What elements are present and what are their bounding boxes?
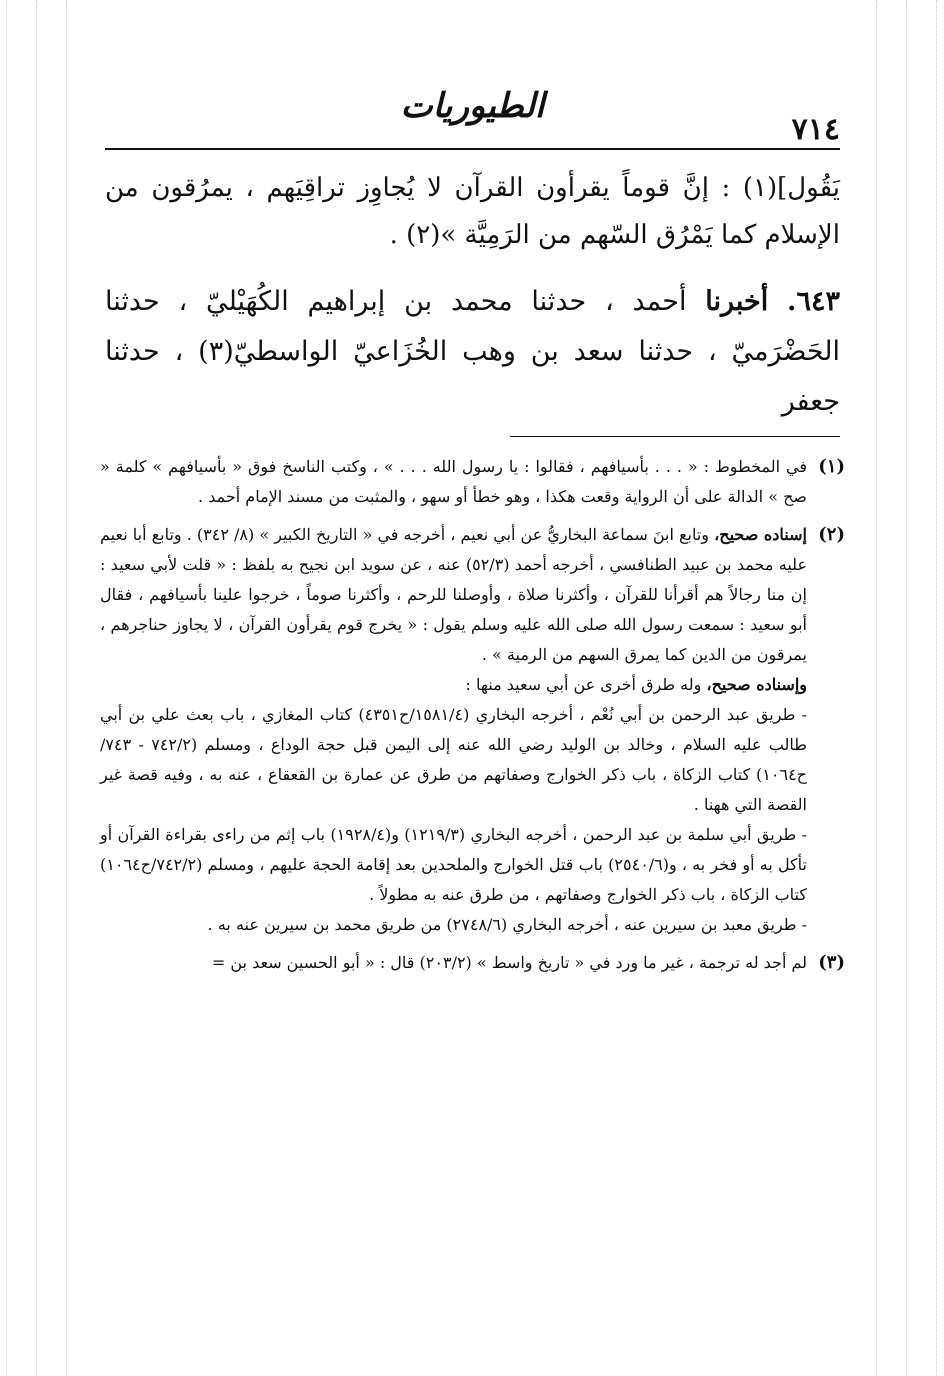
main-paragraph-continuation: يَقُول](١) : إنَّ قوماً يقرأون القرآن لا يُجاوِز تراقِيَهم ، يمرُقون من الإسلام كما يَمْرُق السّهم من الرَمِيَّة »(٢) . [105, 173, 840, 250]
header-rule [105, 148, 840, 150]
footnote-marker: (٣) [818, 952, 845, 973]
page-number: ٧١٤ [791, 112, 840, 147]
scan-dotted-line-right [876, 0, 877, 1376]
footnote-marker: (١) [818, 456, 845, 477]
grading-label: إسناده صحيح، [714, 525, 807, 544]
footnote-paragraph: - طريق معبد بن سيرين عنه ، أخرجه البخاري (٢٧٤٨/٦) من طريق محمد بن سيرين عنه به . [207, 915, 807, 934]
footnote-2 [100, 520, 845, 940]
footnote-paragraph [100, 520, 807, 670]
footnote-text: وله طرق أخرى عن أبي سعيد منها : [465, 675, 702, 694]
main-text [105, 165, 840, 427]
footnote-separator [510, 436, 840, 437]
footnote-3 [100, 948, 845, 978]
footnote-1 [100, 452, 845, 512]
footnote-text: لم أجد له ترجمة ، غير ما ورد في « تاريخ واسط » (٢٠٣/٢) قال : « أبو الحسين سعد بن = [211, 953, 807, 972]
footnote-paragraph: - طريق أبي سلمة بن عبد الرحمن ، أخرجه البخاري (١٢١٩/٣) و(١٩٢٨/٤) باب إثم من راءى بقراءة القرآن أو تأكل به أو فخر به ، و(٢٥٤٠/٦) باب قتل الخوارج والملحدين بعد إقامة الحجة عليهم ، ومسلم (٧٤٢/٢/ح١٠٦٤) كتاب الزكاة ، باب ذكر الخوارج وصفاتهم ، من طرق عنه به مطولاً . [100, 825, 808, 904]
hadith-number: ٦٤٣. [787, 286, 840, 317]
scan-dotted-line-right [906, 0, 907, 1376]
footnote-text: في المخطوط : « . . . بأسيافهم ، فقالوا : يا رسول الله . . . » ، وكتب الناسخ فوق « بأسيافهم » كلمة « صح » الدالة على أن الرواية وقعت هكذا ، وهو خطأ أو سهو ، والمثبت من مسند الإمام أحمد . [100, 457, 807, 506]
hadith-lead-word: أخبرنا [705, 286, 769, 317]
grading-label: وإسناده صحيح، [706, 675, 807, 694]
footnote-marker: (٢) [818, 524, 845, 545]
footnote-paragraph: - طريق عبد الرحمن بن أبي نُعْم ، أخرجه البخاري (١٥٨١/٤/ح٤٣٥١) كتاب المغازي ، باب بعث علي بن أبي طالب عليه السلام ، وخالد بن الوليد رضي الله عنه إلى اليمن قبل حجة الوداع ، ومسلم (٧٤٢/٢ - ٧٤٣/ح١٠٦٤) كتاب الزكاة ، باب ذكر الخوارج وصفاتهم من طرق عن عمارة بن القعقاع ، عنه به ، وفيه قصة غير القصة التي ههنا . [100, 705, 808, 814]
scan-dotted-line-left [6, 0, 7, 1376]
hadith-643 [105, 277, 840, 427]
footnote-text: وتابع ابنَ سماعة البخاريُّ عن أبي نعيم ، أخرجه في « التاريخ الكبير » (٨/ ٣٤٢) . وتابع أبا نعيم عليه محمد بن عبيد الطنافسي ، أخرجه أحمد (٥٢/٣) عنه ، عن سويد ابن نجيح به بلفظ : « قلت لأبي سعيد : إن منا رجالاً هم أقرأنا للقرآن ، وأكثرنا صلاة ، وأوصلنا للرحم ، وأكثرنا صوماً ، خرجوا علينا بأسيافهم ، فقال أبو سعيد : سمعت رسول الله صلى الله عليه وسلم يقول : « يخرج قوم يقرأون القرآن ، لا يجاوز حناجرهم ، يمرقون من الدين كما يمرق السهم من الرمية » . [100, 525, 808, 664]
book-title: الطيوريات [400, 86, 545, 126]
footnote-paragraph [100, 670, 807, 700]
scan-dotted-line-right [936, 0, 937, 1376]
scan-dotted-line-left [36, 0, 37, 1376]
scan-dotted-line-left [66, 0, 67, 1376]
footnotes [100, 452, 845, 978]
hadith-text: أحمد ، حدثنا محمد بن إبراهيم الكُهَيْليّ ، حدثنا الحَضْرَميّ ، حدثنا سعد بن وهب الخُزَاعيّ الواسطيّ(٣) ، حدثنا جعفر [105, 286, 840, 417]
page-header [105, 84, 840, 148]
